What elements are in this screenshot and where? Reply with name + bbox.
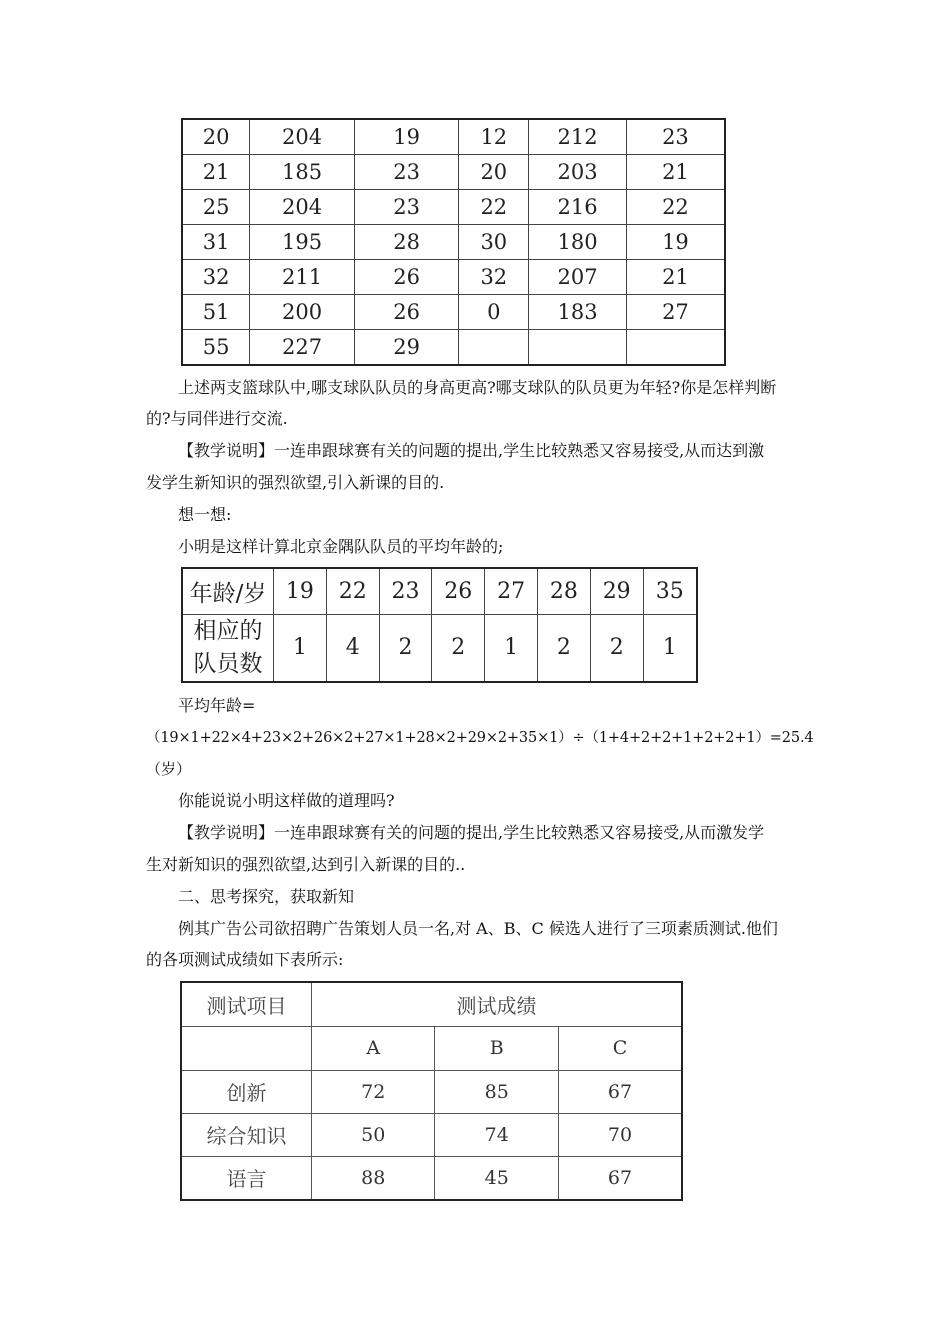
- table-cell: 32: [459, 260, 529, 295]
- count-header-line2: 队员数: [193, 650, 263, 677]
- formula-unit: （岁）: [146, 760, 192, 778]
- test-item-header: 测试项目: [181, 982, 311, 1026]
- count-cell: 1: [643, 614, 697, 682]
- table-cell: 200: [250, 295, 355, 330]
- table-cell: 195: [250, 225, 355, 260]
- count-cell: 1: [274, 614, 327, 682]
- table-cell: 204: [250, 119, 355, 155]
- table-cell: 211: [250, 260, 355, 295]
- age-cell: 26: [432, 568, 485, 614]
- count-cell: 2: [379, 614, 432, 682]
- table-row: [182, 330, 725, 366]
- age-cell: 35: [643, 568, 697, 614]
- age-cell: 27: [485, 568, 538, 614]
- example-line1: 例其广告公司欲招聘广告策划人员一名,对 A、B、C 候选人进行了三项素质测试.他们: [178, 919, 778, 938]
- score-cell: 67: [558, 1156, 682, 1200]
- think-heading: 想一想:: [178, 505, 232, 524]
- table-cell: [459, 330, 529, 366]
- team-data-table: [181, 118, 726, 366]
- table-cell: 19: [626, 225, 725, 260]
- age-cell: 28: [538, 568, 591, 614]
- count-cell: 2: [538, 614, 591, 682]
- table-row: [182, 155, 725, 190]
- age-header-cell: 年龄/岁: [182, 568, 274, 614]
- xiaoming-intro: 小明是这样计算北京金隅队队员的平均年龄的;: [178, 537, 504, 556]
- score-cell: 50: [311, 1113, 435, 1156]
- question-paragraph-line1: 上述两支篮球队中,哪支球队队员的身高更高?哪支球队的队员更为年轻?你是怎样判断: [178, 378, 777, 397]
- table-row: [182, 260, 725, 295]
- table-cell: [529, 330, 627, 366]
- count-header-line1: 相应的: [193, 617, 263, 644]
- count-header-cell: [182, 614, 274, 682]
- question-paragraph-line2: 的?与同伴进行交流.: [146, 409, 288, 428]
- table-cell: 25: [182, 190, 250, 225]
- table-cell: 204: [250, 190, 355, 225]
- table-row: [181, 1070, 682, 1113]
- test-item-cell: 综合知识: [181, 1113, 311, 1156]
- score-cell: 45: [435, 1156, 559, 1200]
- test-item-cell: 语言: [181, 1156, 311, 1200]
- table-cell: 31: [182, 225, 250, 260]
- test-item-cell: 创新: [181, 1070, 311, 1113]
- teaching-note-1-line2: 发学生新知识的强烈欲望,引入新课的目的.: [146, 473, 445, 492]
- table-cell: 23: [626, 119, 725, 155]
- table-cell: 21: [182, 155, 250, 190]
- table-row: [182, 119, 725, 155]
- table-cell: 21: [626, 155, 725, 190]
- reasoning-question: 你能说说小明这样做的道理吗?: [178, 791, 395, 810]
- test-scores-table: [180, 981, 683, 1201]
- table-cell: 23: [354, 155, 459, 190]
- table-row: [181, 1113, 682, 1156]
- teaching-note-2-line1: 【教学说明】一连串跟球赛有关的问题的提出,学生比较熟悉又容易接受,从而激发学: [178, 823, 765, 842]
- table-cell: [626, 330, 725, 366]
- table-cell: 212: [529, 119, 627, 155]
- table-row: [182, 225, 725, 260]
- age-cell: 19: [274, 568, 327, 614]
- table-cell: 26: [354, 260, 459, 295]
- table-cell: 28: [354, 225, 459, 260]
- test-scores-header: 测试成绩: [311, 982, 682, 1026]
- table-cell: 20: [182, 119, 250, 155]
- table-row: [181, 1156, 682, 1200]
- candidate-header-cell: B: [435, 1026, 559, 1070]
- table-cell: 12: [459, 119, 529, 155]
- table-cell: 27: [626, 295, 725, 330]
- average-age-formula: （19×1+22×4+23×2+26×2+27×1+28×2+29×2+35×1）÷（1+4+2+2+1+2+2+1）=25.4: [146, 730, 814, 746]
- age-cell: 22: [326, 568, 379, 614]
- age-frequency-table: [181, 567, 698, 683]
- table-cell: 29: [354, 330, 459, 366]
- count-cell: 4: [326, 614, 379, 682]
- table-row: [182, 295, 725, 330]
- score-cell: 74: [435, 1113, 559, 1156]
- teaching-note-1-line1: 【教学说明】一连串跟球赛有关的问题的提出,学生比较熟悉又容易接受,从而达到激: [178, 441, 765, 460]
- table-cell: 32: [182, 260, 250, 295]
- score-cell: 67: [558, 1070, 682, 1113]
- average-age-label: 平均年龄=: [178, 696, 256, 715]
- table-cell: 203: [529, 155, 627, 190]
- teaching-note-2-line2: 生对新知识的强烈欲望,达到引入新课的目的..: [146, 855, 466, 874]
- candidate-header-cell: C: [558, 1026, 682, 1070]
- table-cell: 20: [459, 155, 529, 190]
- candidate-header-cell: A: [311, 1026, 435, 1070]
- empty-header-cell: [181, 1026, 311, 1070]
- score-cell: 70: [558, 1113, 682, 1156]
- table-cell: 207: [529, 260, 627, 295]
- score-cell: 85: [435, 1070, 559, 1113]
- count-cell: 2: [590, 614, 643, 682]
- table-cell: 180: [529, 225, 627, 260]
- count-cell: 2: [432, 614, 485, 682]
- table-cell: 23: [354, 190, 459, 225]
- table-cell: 22: [626, 190, 725, 225]
- table-cell: 216: [529, 190, 627, 225]
- count-cell: 1: [485, 614, 538, 682]
- table-cell: 51: [182, 295, 250, 330]
- table-cell: 22: [459, 190, 529, 225]
- table-row: [182, 190, 725, 225]
- age-cell: 23: [379, 568, 432, 614]
- example-line2: 的各项测试成绩如下表所示:: [146, 950, 344, 969]
- section-heading: 二、思考探究，获取新知: [178, 887, 355, 906]
- table-cell: 19: [354, 119, 459, 155]
- table-cell: 21: [626, 260, 725, 295]
- score-cell: 88: [311, 1156, 435, 1200]
- table-cell: 55: [182, 330, 250, 366]
- age-cell: 29: [590, 568, 643, 614]
- table-cell: 0: [459, 295, 529, 330]
- table-cell: 30: [459, 225, 529, 260]
- table-cell: 26: [354, 295, 459, 330]
- table-cell: 227: [250, 330, 355, 366]
- score-cell: 72: [311, 1070, 435, 1113]
- table-cell: 185: [250, 155, 355, 190]
- table-cell: 183: [529, 295, 627, 330]
